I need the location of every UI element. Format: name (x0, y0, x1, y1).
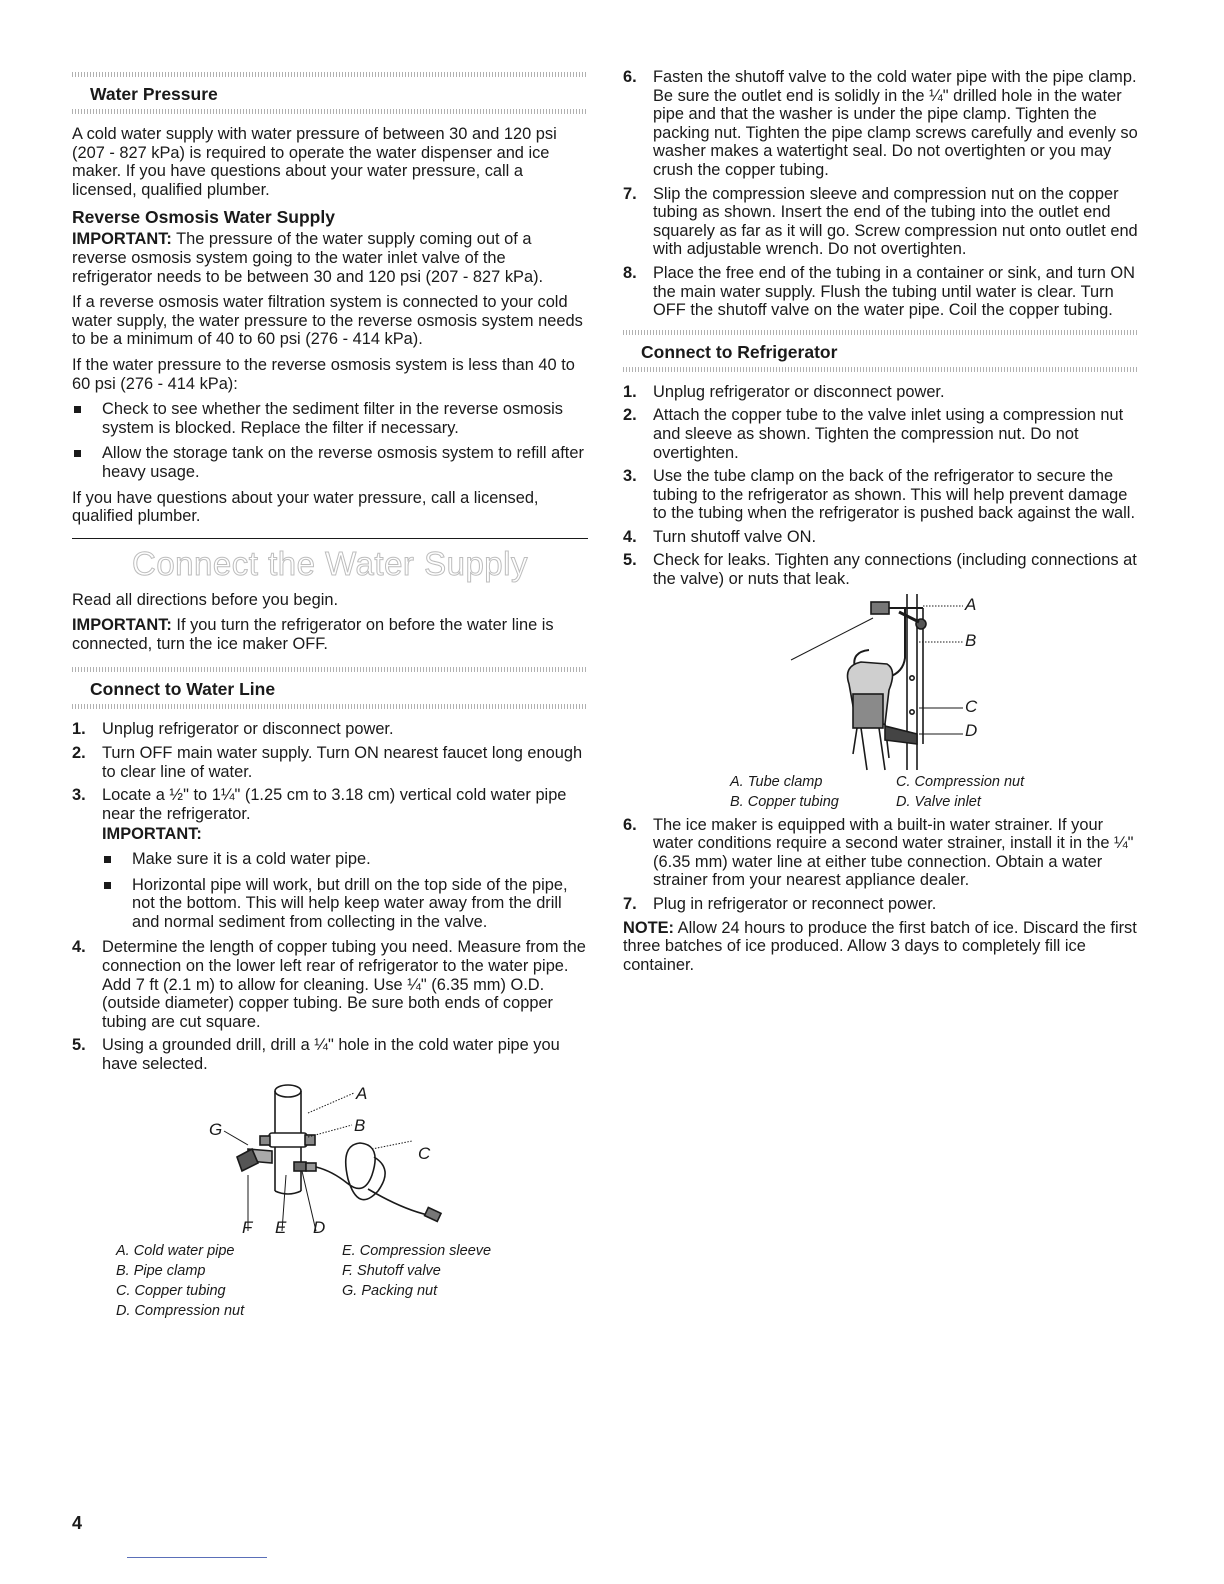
valve-inlet-figure (623, 594, 1139, 772)
valve-inlet-legend (623, 772, 1139, 816)
figure-letter-d: D (965, 720, 978, 740)
valve-inlet-illustration (623, 594, 1139, 772)
legend-item: D. Valve inlet (896, 793, 981, 810)
reverse-osmosis-para4: If you have questions about your water pressure, call a licensed, qualified plumber. (72, 488, 539, 526)
list-item: 7. Plug in refrigerator or reconnect power. (623, 895, 937, 914)
note-text: Allow 24 hours to produce the first batch of ice. Discard the first three batches of ice produced. Allow 3 days to completely fill ice container. (623, 918, 1137, 974)
figure-letter-e: E (275, 1217, 287, 1237)
water-line-steps-continued (623, 68, 1139, 320)
important-label: IMPORTANT: (102, 825, 202, 844)
reverse-osmosis-para3: If the water pressure to the reverse osmosis system is less than 40 to 60 psi (276 - 414 kPa): (72, 355, 575, 393)
important-label: IMPORTANT: (72, 230, 172, 249)
water-pressure-header (72, 72, 588, 114)
legend-item: F. Shutoff valve (342, 1262, 441, 1279)
figure-letter-c: C (965, 696, 978, 716)
legend-item: A. Cold water pipe (116, 1242, 235, 1259)
reverse-osmosis-heading: Reverse Osmosis Water Supply (72, 207, 335, 228)
hatch-divider (72, 109, 588, 114)
refrigerator-steps-continued (623, 816, 1139, 914)
connect-supply-important (72, 616, 588, 653)
left-column (72, 64, 588, 1323)
list-item: 8. Place the free end of the tubing in a container or sink, and turn ON the main water supply. Flush the tubing until water is clear. Turn OFF the shutoff valve on the water pipe. Coil the copper tubing. (623, 263, 1135, 320)
list-item: 3. Locate a ½" to 1¼" (1.25 cm to 3.18 cm) vertical cold water pipe near the refrigerator. IMPORTANT: Make sure it is a cold water pipe. Horizontal pipe will work, but drill on the top side of the pipe, not the bottom. This will help keep water away from the drill and normal sediment from collecting in the valve. (72, 786, 588, 931)
list-item: 7. Slip the compression sleeve and compression nut on the copper tubing as shown. Insert the end of the tubing into the outlet end squarely as far as it will go. Screw compression nut onto outlet end with adjustable wrench. Do not overtighten. (623, 184, 1138, 259)
important-text: The pressure of the water supply coming out of a reverse osmosis system going to the water inlet valve of the refrigerator needs to be between 30 and 120 psi (207 - 827 kPa). (72, 230, 544, 286)
legend-item: A. Tube clamp (730, 773, 823, 790)
water-line-heading: Connect to Water Line (90, 679, 276, 700)
figure-letter-a: A (356, 1083, 368, 1103)
legend-item: B. Copper tubing (730, 793, 839, 810)
figure-letter-d: D (313, 1217, 326, 1237)
water-pressure-body: A cold water supply with water pressure of between 30 and 120 psi (207 - 827 kPa) is required to operate the water dispenser and ice maker. If you have questions about your water pressure, call a licensed, qualified plumber. (72, 125, 557, 199)
list-item: Make sure it is a cold water pipe. (102, 850, 588, 869)
important-text: If you turn the refrigerator on before the water line is connected, turn the ice maker OFF. (72, 616, 554, 653)
figure-letter-a: A (965, 594, 977, 614)
list-item: Horizontal pipe will work, but drill on the top side of the pipe, not the bottom. This will help keep water away from the drill and normal sediment from collecting in the valve. (102, 876, 588, 932)
hatch-divider (72, 704, 588, 709)
water-line-header (72, 667, 588, 709)
refrigerator-header (623, 330, 1139, 372)
figure-letter-b: B (965, 630, 977, 650)
important-label: IMPORTANT: (72, 616, 172, 635)
refrigerator-heading: Connect to Refrigerator (641, 341, 838, 362)
list-item: 5. Using a grounded drill, drill a ¼" hole in the cold water pipe you have selected. (72, 1036, 560, 1073)
legend-item: G. Packing nut (342, 1282, 438, 1299)
list-item: 5. Check for leaks. Tighten any connections (including connections at the valve) or nuts that leak. (623, 551, 1137, 589)
page-number: 4 (72, 1513, 83, 1533)
reverse-osmosis-para2: If a reverse osmosis water filtration system is connected to your cold water supply, the water pressure to the reverse osmosis system needs to be a minimum of 40 to 60 psi (276 - 414 kPa). (72, 293, 583, 349)
list-item: 3. Use the tube clamp on the back of the refrigerator to secure the tubing to the refrigerator as shown. This will help prevent damage to the tubing when the refrigerator is pushed back against the wall. (623, 467, 1135, 523)
refrigerator-steps (623, 383, 1139, 589)
list-item: 2. Turn OFF main water supply. Turn ON nearest faucet long enough to clear line of water. (72, 744, 583, 781)
list-item: 4. Turn shutoff valve ON. (623, 527, 817, 546)
list-item: 1. Unplug refrigerator or disconnect power. (623, 382, 945, 401)
reverse-osmosis-bullets (72, 400, 588, 481)
legend-item: D. Compression nut (116, 1302, 245, 1319)
legend-item: C. Compression nut (896, 773, 1025, 790)
bullet-square-icon (74, 406, 81, 413)
shutoff-valve-illustration (72, 1079, 588, 1241)
list-item: 4. Determine the length of copper tubing you need. Measure from the connection on the lower left rear of refrigerator to the water pipe. Add 7 ft (2.1 m) to allow for cleaning. Use ¼" (6.35 mm) O.D. (outside diameter) copper tubing. Be sure both ends of copper tubing are cut square. (72, 938, 586, 1031)
shutoff-valve-legend (72, 1241, 588, 1323)
bullet-square-icon (74, 450, 81, 457)
footer-link-underline (127, 1557, 267, 1558)
legend-item: C. Copper tubing (116, 1282, 226, 1299)
legend-item: B. Pipe clamp (116, 1262, 206, 1279)
figure-letter-f: F (242, 1217, 253, 1237)
figure-letter-g: G (209, 1119, 223, 1139)
shutoff-valve-figure (72, 1079, 588, 1241)
right-column (623, 68, 1139, 981)
important-bullets (102, 850, 588, 931)
bullet-square-icon (104, 856, 111, 863)
important-block (102, 825, 588, 931)
water-pressure-heading: Water Pressure (90, 84, 218, 104)
reverse-osmosis-important (72, 230, 588, 286)
ice-note (623, 919, 1139, 975)
section-rule (72, 538, 588, 539)
figure-letter-b: B (354, 1115, 366, 1135)
connect-supply-title: Connect the Water Supply (132, 544, 528, 582)
list-item: 2. Attach the copper tube to the valve inlet using a compression nut and sleeve as shown. Tighten the compression nut. Do not overtighten. (623, 406, 1124, 462)
figure-letter-c: C (418, 1143, 431, 1163)
connect-supply-intro: Read all directions before you begin. (72, 590, 339, 609)
list-item: Check to see whether the sediment filter in the reverse osmosis system is blocked. Replace the filter if necessary. (72, 400, 588, 437)
bullet-square-icon (104, 882, 111, 889)
list-item: 6. Fasten the shutoff valve to the cold water pipe with the pipe clamp. Be sure the outlet end is solidly in the ¼" drilled hole in the water pipe and that the washer is under the pipe clamp. Tighten the packing nut. Tighten the pipe clamp screws carefully and evenly so washer makes a watertight seal. Do not overtighten or you may crush the copper tubing. (623, 68, 1138, 179)
hatch-divider (623, 367, 1139, 372)
note-label: NOTE: (623, 918, 674, 937)
list-item: 6. The ice maker is equipped with a built-in water strainer. If your water conditions require a second water strainer, install it in the ¼" (6.35 mm) water line at either tube connection. Obtain a water strainer from your nearest appliance dealer. (623, 815, 1134, 890)
list-item: Allow the storage tank on the reverse osmosis system to refill after heavy usage. (72, 444, 588, 481)
list-item: 1. Unplug refrigerator or disconnect power. (72, 720, 394, 739)
legend-item: E. Compression sleeve (342, 1242, 492, 1259)
water-line-steps (72, 720, 588, 1073)
